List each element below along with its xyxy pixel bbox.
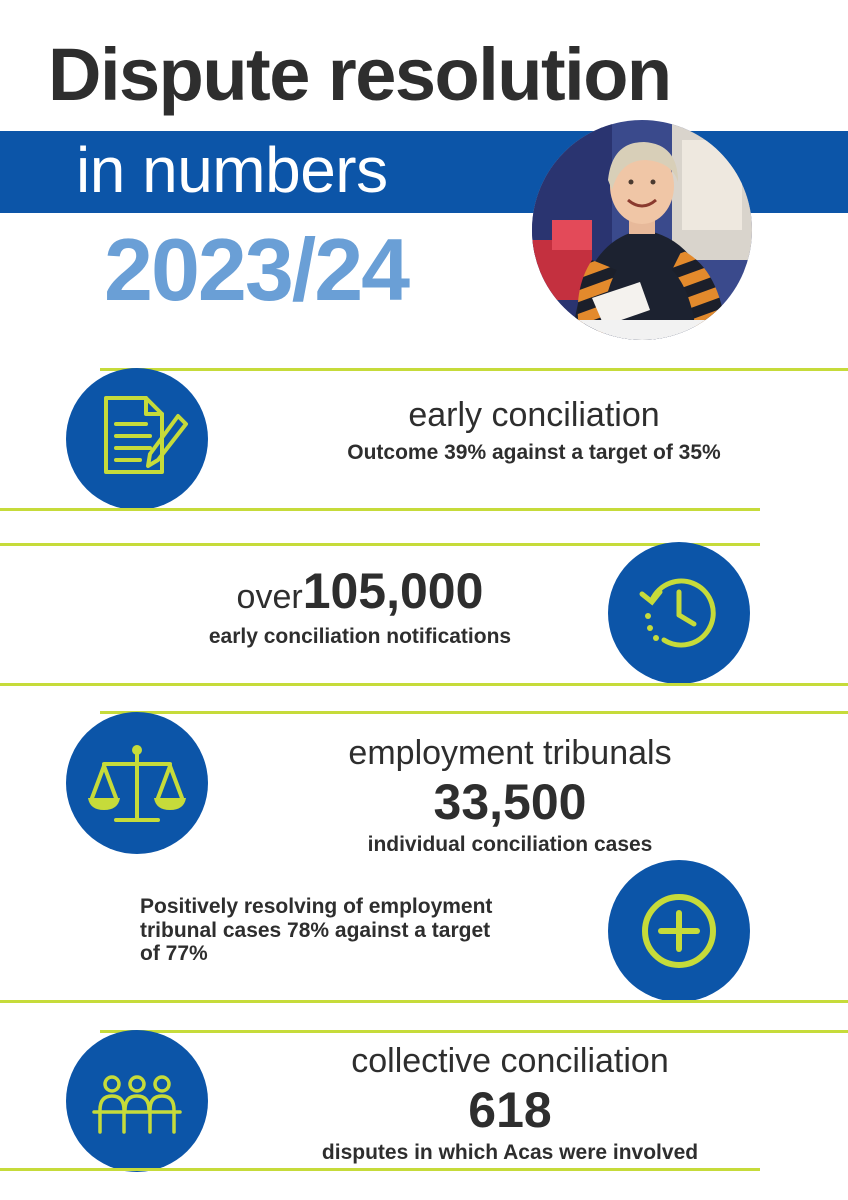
- page-title: Dispute resolution: [48, 33, 671, 116]
- positive-resolution-circle: [608, 860, 750, 1002]
- early-conciliation-circle: [66, 368, 208, 510]
- divider: [100, 1030, 848, 1033]
- divider: [0, 683, 848, 686]
- early-conciliation-label: early conciliation: [408, 396, 660, 434]
- collective-circle: [66, 1030, 208, 1172]
- divider: [0, 508, 760, 511]
- clock-history-icon: [608, 542, 750, 684]
- person-photo: [532, 120, 752, 340]
- divider: [100, 711, 848, 714]
- divider: [0, 1168, 760, 1171]
- tribunals-value: 33,500: [433, 774, 587, 831]
- tribunals-circle: [66, 712, 208, 854]
- divider: [0, 1000, 848, 1003]
- group-meeting-icon: [66, 1030, 208, 1172]
- notifications-value: 105,000: [302, 563, 484, 619]
- report-year: 2023/24: [104, 220, 409, 319]
- scales-icon: [66, 712, 208, 854]
- collective-detail: disputes in which Acas were involved: [321, 1141, 699, 1165]
- notifications-prefix: over: [236, 578, 303, 616]
- tribunals-label: employment tribunals: [348, 734, 672, 772]
- notifications-circle: [608, 542, 750, 684]
- divider: [100, 368, 848, 371]
- collective-value: 618: [468, 1082, 552, 1139]
- collective-label: collective conciliation: [351, 1042, 669, 1080]
- tribunals-detail: individual conciliation cases: [367, 833, 653, 857]
- positive-resolution-line1: Positively resolving of employment: [140, 895, 493, 918]
- early-conciliation-outcome: Outcome 39% against a target of 35%: [347, 441, 721, 465]
- positive-resolution-line2: tribunal cases 78% against a target: [140, 918, 491, 942]
- page-subtitle: in numbers: [76, 134, 388, 206]
- notifications-detail: early conciliation notifications: [208, 625, 512, 649]
- document-pen-icon: [66, 368, 208, 510]
- plus-circle-icon: [608, 860, 750, 1002]
- positive-resolution-line3: of 77%: [140, 942, 208, 966]
